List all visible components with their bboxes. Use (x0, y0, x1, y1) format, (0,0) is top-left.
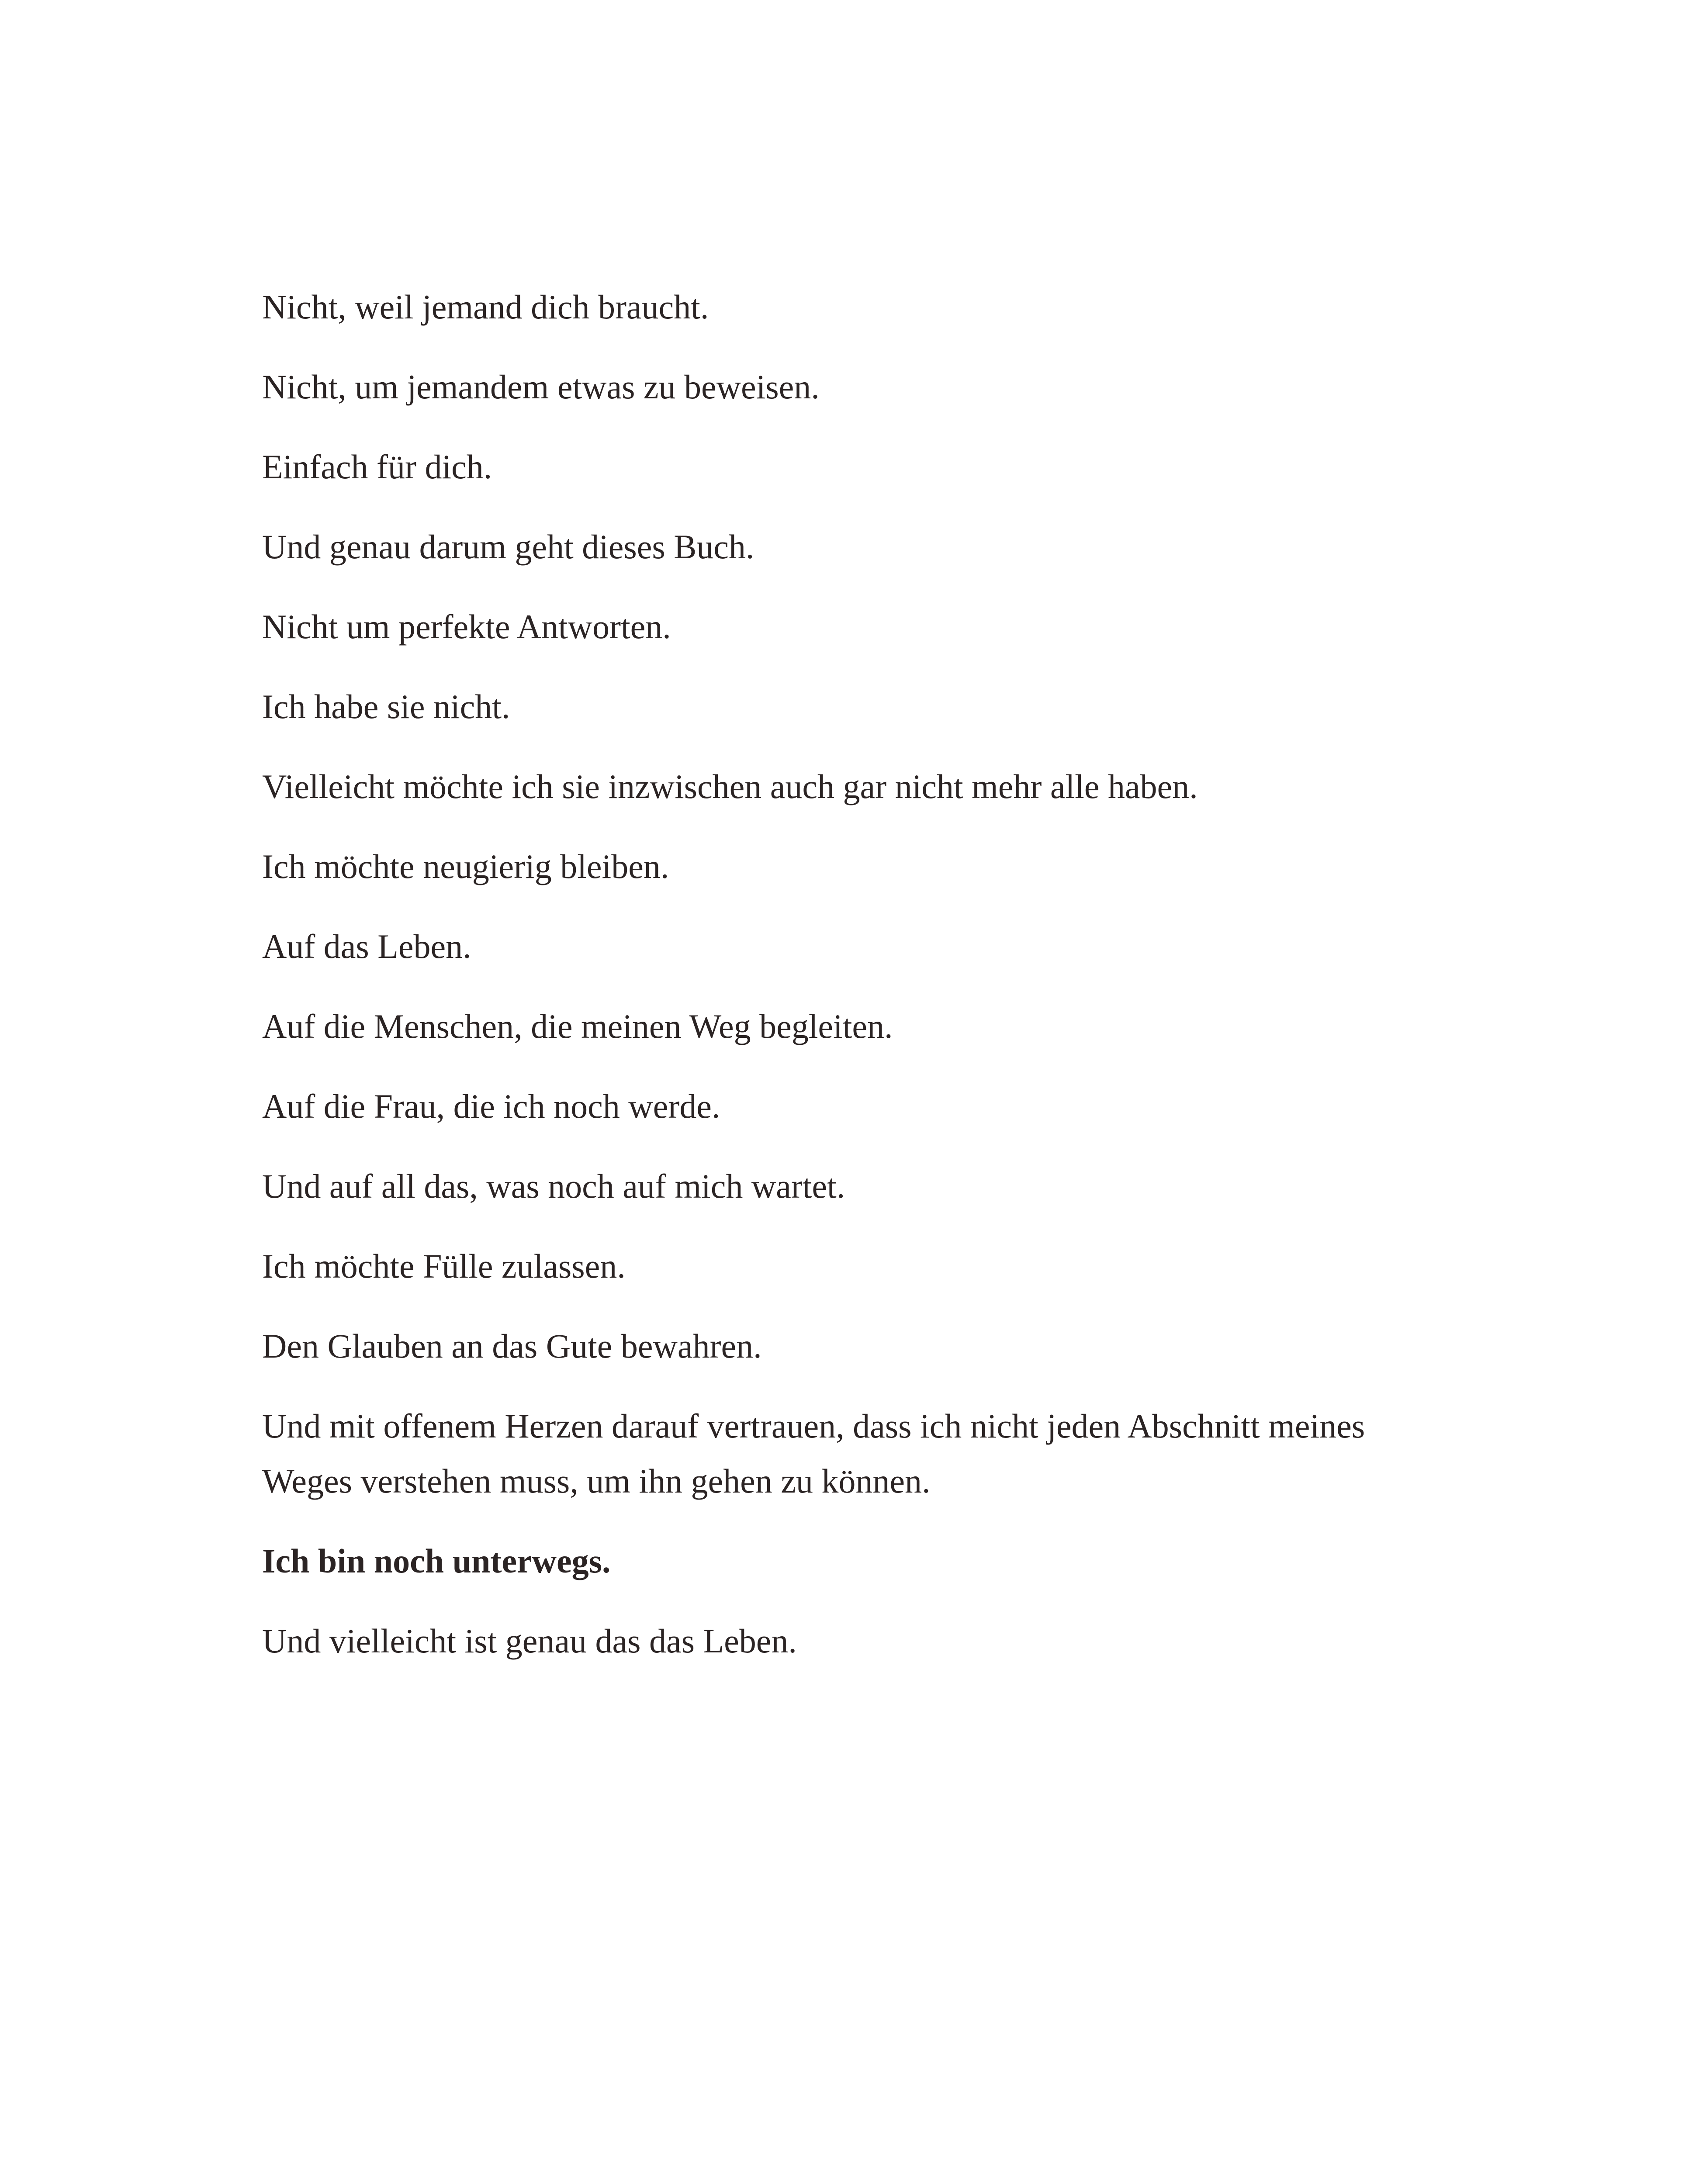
paragraph: Und vielleicht ist genau das das Leben. (262, 1622, 797, 1660)
paragraph: Auf das Leben. (262, 927, 471, 965)
paragraph: Einfach für dich. (262, 448, 492, 486)
paragraph: Und mit offenem Herzen darauf vertrauen, dass ich nicht jeden Abschnitt meines Weges verstehen muss, um ihn gehen zu können. (262, 1407, 1365, 1500)
paragraph: Nicht um perfekte Antworten. (262, 608, 671, 646)
paragraph: Den Glauben an das Gute bewahren. (262, 1327, 762, 1365)
paragraph: Auf die Frau, die ich noch werde. (262, 1087, 720, 1125)
paragraph: Nicht, um jemandem etwas zu beweisen. (262, 368, 820, 406)
paragraph: Und auf all das, was noch auf mich wartet. (262, 1167, 845, 1205)
paragraph: Ich habe sie nicht. (262, 688, 510, 726)
paragraph: Ich möchte Fülle zulassen. (262, 1247, 626, 1285)
paragraph: Ich möchte neugierig bleiben. (262, 847, 669, 885)
bold-paragraph: Ich bin noch unterwegs. (262, 1542, 611, 1580)
paragraph: Auf die Menschen, die meinen Weg begleiten. (262, 1007, 893, 1045)
paragraph: Nicht, weil jemand dich braucht. (262, 288, 709, 326)
paragraph: Und genau darum geht dieses Buch. (262, 528, 755, 566)
body-text (262, 280, 1442, 1693)
paragraph: Vielleicht möchte ich sie inzwischen auch gar nicht mehr alle haben. (262, 767, 1198, 805)
